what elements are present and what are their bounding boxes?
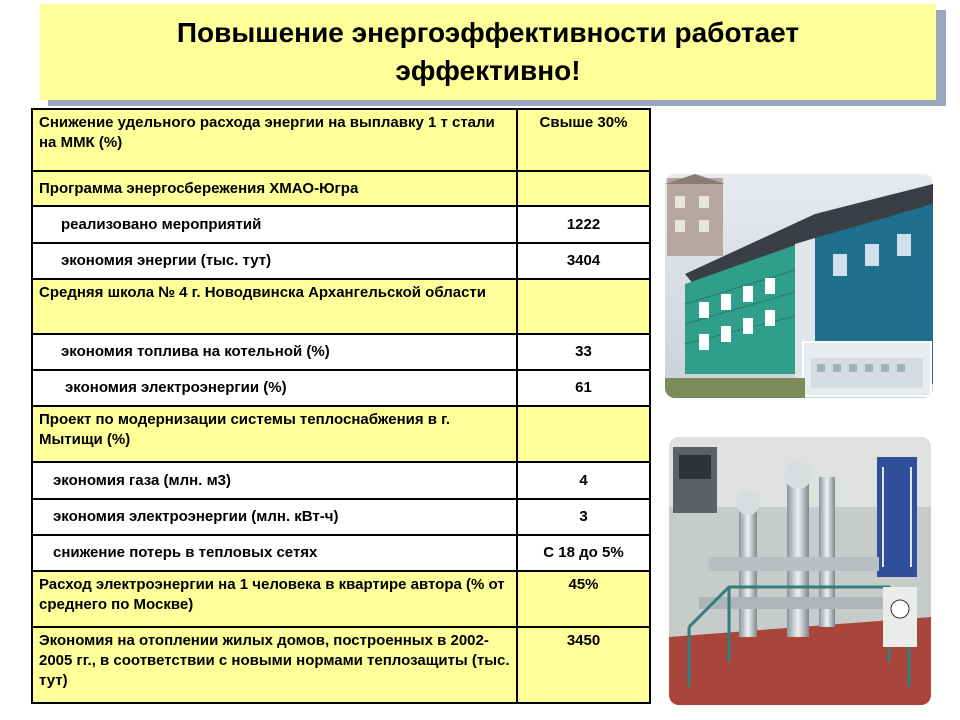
table-row [32,279,650,334]
row-value: 3404 [517,243,650,279]
table-row [32,499,650,535]
row-label: реализовано мероприятий [32,206,517,243]
title-banner [40,4,936,100]
table-row [32,627,650,703]
table-row [32,243,650,279]
page-title: Повышение энергоэффективности работает эффективно! [176,17,800,86]
table-row [32,406,650,462]
row-value: 1222 [517,206,650,243]
row-value: 45% [517,571,650,627]
row-label: Средняя школа № 4 г. Новодвинска Архангельской области [32,279,517,334]
table-row [32,571,650,627]
row-label: экономия топлива на котельной (%) [32,334,517,370]
row-label: экономия электроэнергии (млн. кВт-ч) [32,499,517,535]
row-value: С 18 до 5% [517,535,650,571]
row-label: Программа энергосбережения ХМАО-Югра [32,171,517,206]
table-row [32,334,650,370]
table-row [32,462,650,499]
row-label: экономия энергии (тыс. тут) [32,243,517,279]
row-value: 3 [517,499,650,535]
row-value: 61 [517,370,650,406]
photo-boiler-room-pipes [669,437,931,705]
boiler-room-illustration [669,437,931,705]
row-label: снижение потерь в тепловых сетях [32,535,517,571]
photo-building-facade [665,174,933,398]
row-value: 3450 [517,627,650,703]
table-row [32,171,650,206]
table-row [32,535,650,571]
row-label: Расход электроэнергии на 1 человека в квартире автора (% от среднего по Москве) [32,571,517,627]
table-row [32,206,650,243]
row-label: Экономия на отоплении жилых домов, построенных в 2002-2005 гг., в соответствии с новыми нормами теплозащиты (тыс. тут) [32,627,517,703]
row-label: экономия газа (млн. м3) [32,462,517,499]
row-label: экономия электроэнергии (%) [32,370,517,406]
row-label: Снижение удельного расхода энергии на выплавку 1 т стали на ММК (%) [32,109,517,171]
row-value: 33 [517,334,650,370]
row-value [517,171,650,206]
row-value [517,406,650,462]
row-value [517,279,650,334]
building-illustration [665,174,933,398]
row-value: 4 [517,462,650,499]
energy-efficiency-table [31,108,651,704]
table-row [32,109,650,171]
row-value: Свыше 30% [517,109,650,171]
table-row [32,370,650,406]
row-label: Проект по модернизации системы теплоснабжения в г. Мытищи (%) [32,406,517,462]
